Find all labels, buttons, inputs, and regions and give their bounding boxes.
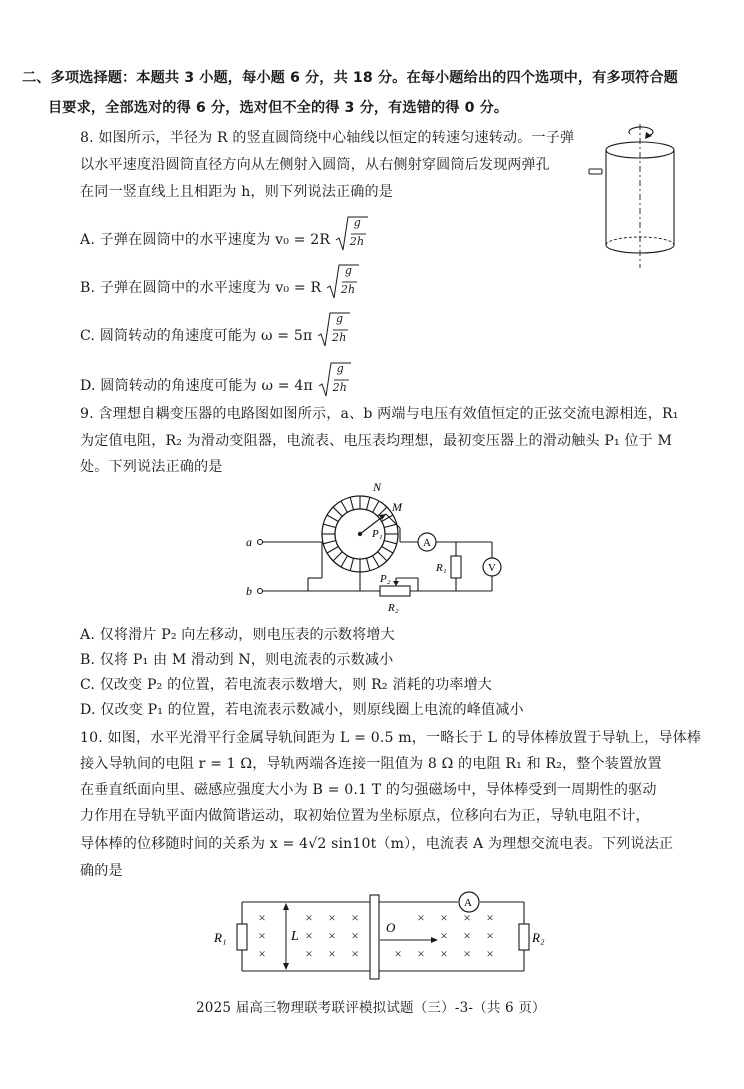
svg-text:×: ×	[328, 928, 336, 943]
bullet-icon	[589, 169, 602, 174]
svg-text:P₂: P₂	[380, 573, 391, 585]
q8-option-a-text: A. 子弹在圆筒中的水平速度为 v₀ = 2R	[80, 232, 331, 248]
q9-stem-line3: 处。下列说法正确的是	[80, 459, 223, 475]
svg-text:×: ×	[486, 946, 494, 961]
fraction-numerator: g	[336, 362, 344, 375]
svg-text:L: L	[291, 929, 299, 944]
svg-text:×: ×	[440, 928, 448, 943]
rotating-cylinder-figure	[588, 122, 700, 272]
sqrt-fraction	[318, 362, 352, 404]
svg-text:×: ×	[305, 946, 313, 961]
q8-option-a[interactable]	[80, 216, 369, 258]
svg-text:×: ×	[328, 946, 336, 961]
svg-text:×: ×	[351, 946, 359, 961]
svg-text:×: ×	[486, 910, 494, 925]
q9-stem-line1: 9. 含理想自耦变压器的电路图如图所示，a、b 两端与电压有效值恒定的正弦交流电源相连，R₁	[80, 406, 679, 422]
sqrt-fraction	[335, 216, 369, 258]
svg-text:M: M	[392, 500, 402, 514]
terminal-a	[258, 540, 263, 545]
svg-text:R₁: R₁	[436, 562, 447, 574]
q8-option-d[interactable]	[80, 362, 352, 404]
page-footer: 2025 届高三物理联考联评模拟试题（三）-3-（共 6 页）	[196, 1000, 546, 1016]
q8-option-c-text: C. 圆筒转动的角速度可能为 ω = 5π	[80, 328, 313, 344]
sqrt-sign-icon	[326, 262, 360, 302]
q8-stem-line1: 8. 如图所示，半径为 R 的竖直圆筒绕中心轴线以恒定的转速匀速转动。一子弹	[80, 130, 575, 146]
fraction-numerator: g	[344, 264, 353, 277]
section-header-line1: 二、多项选择题：本题共 3 小题，每小题 6 分，共 18 分。在每小题给出的四个选项中，有多项符合题	[22, 70, 678, 86]
svg-text:×: ×	[258, 910, 266, 925]
q10-stem-line5: 导体棒的位移随时间的关系为 x = 4√2 sin10t（m），电流表 A 为理想交流电表。下列说法正	[80, 836, 674, 852]
svg-text:×: ×	[351, 928, 359, 943]
svg-text:N: N	[373, 480, 382, 494]
q9-option-b[interactable]: B. 仅将 P₁ 由 M 滑动到 N，则电流表的示数减小	[80, 652, 394, 668]
q8-option-d-text: D. 圆筒转动的角速度可能为 ω = 4π	[80, 378, 313, 394]
fraction-denominator: 2h	[340, 283, 356, 296]
svg-text:O: O	[386, 920, 396, 935]
q10-stem-line4: 力作用在导轨平面内做简谐运动，取初始位置为坐标原点，位移向右为正，导轨电阻不计，	[80, 808, 650, 824]
svg-text:A: A	[423, 537, 431, 549]
q9-option-d[interactable]: D. 仅改变 P₁ 的位置，若电流表示数减小，则原线圈上电流的峰值减小	[80, 702, 524, 718]
svg-text:×: ×	[351, 910, 359, 925]
svg-text:×: ×	[417, 910, 425, 925]
svg-text:×: ×	[440, 910, 448, 925]
fraction-denominator: 2h	[332, 331, 347, 344]
q10-stem-line3: 在垂直纸面向里、磁感应强度大小为 B = 0.1 T 的匀强磁场中，导体棒受到一周期性的驱动	[80, 782, 657, 798]
resistor-r1	[237, 924, 247, 950]
svg-text:×: ×	[463, 928, 471, 943]
svg-text:×: ×	[486, 928, 494, 943]
q9-option-c[interactable]: C. 仅改变 P₂ 的位置，若电流表示数增大，则 R₂ 消耗的功率增大	[80, 677, 493, 693]
rail-magnetic-field-diagram	[208, 884, 558, 984]
sqrt-fraction	[326, 264, 360, 306]
conductor-rod	[370, 895, 379, 979]
q8-option-b-text: B. 子弹在圆筒中的水平速度为 v₀ = R	[80, 280, 322, 296]
svg-text:×: ×	[463, 946, 471, 961]
section-header-line2: 目要求，全部选对的得 6 分，选对但不全的得 3 分，有选错的得 0 分。	[48, 100, 509, 116]
svg-text:×: ×	[305, 928, 313, 943]
fraction-denominator: 2h	[332, 381, 347, 394]
sqrt-sign-icon	[335, 214, 369, 254]
svg-text:×: ×	[440, 946, 448, 961]
q10-stem-line1: 10. 如图，水平光滑平行金属导轨间距为 L = 0.5 m，一略长于 L 的导体棒放置于导轨上，导体棒	[80, 730, 702, 746]
svg-text:×: ×	[417, 946, 425, 961]
fraction-numerator: g	[353, 216, 361, 229]
q9-option-a[interactable]: A. 仅将滑片 P₂ 向左移动，则电压表的示数将增大	[80, 627, 395, 643]
svg-text:a: a	[246, 535, 252, 549]
svg-text:R₂: R₂	[388, 602, 399, 614]
q8-stem-line2: 以水平速度沿圆筒直径方向从左侧射入圆筒，从右侧射穿圆筒后发现两弹孔	[80, 157, 551, 173]
q9-stem-line2: 为定值电阻，R₂ 为滑动变阻器，电流表、电压表均理想，最初变压器上的滑动触头 P₁ 位于 M	[80, 433, 673, 449]
svg-text:×: ×	[328, 910, 336, 925]
svg-text:×: ×	[305, 910, 313, 925]
q10-stem-line2: 接入导轨间的电阻 r = 1 Ω，导轨两端各连接一阻值为 8 Ω 的电阻 R₁ 和 R₂，整个装置放置	[80, 756, 662, 772]
q8-option-b[interactable]	[80, 264, 360, 306]
toroid-coil	[322, 496, 398, 572]
q8-stem-line3: 在同一竖直线上且相距为 h，则下列说法正确的是	[80, 184, 393, 200]
svg-text:R₁: R₁	[214, 930, 227, 945]
sqrt-fraction	[317, 312, 351, 354]
sqrt-sign-icon	[318, 360, 352, 400]
terminal-b	[258, 589, 263, 594]
svg-text:A: A	[464, 897, 472, 909]
svg-text:×: ×	[463, 910, 471, 925]
svg-text:×: ×	[394, 946, 402, 961]
svg-text:×: ×	[258, 928, 266, 943]
resistor-r1	[451, 556, 461, 578]
svg-text:V: V	[488, 562, 496, 574]
sqrt-sign-icon	[317, 310, 351, 350]
svg-text:R₂: R₂	[532, 930, 545, 945]
svg-text:b: b	[246, 584, 252, 598]
q10-stem-line6: 确的是	[80, 863, 123, 879]
fraction-denominator: 2h	[349, 235, 365, 248]
fraction-numerator: g	[336, 312, 344, 325]
svg-text:×: ×	[258, 946, 266, 961]
svg-text:P₁: P₁	[372, 528, 383, 540]
q8-option-c[interactable]	[80, 312, 351, 354]
autotransformer-circuit-diagram	[240, 478, 512, 620]
rheostat-r2	[380, 586, 410, 596]
resistor-r2	[519, 924, 529, 950]
